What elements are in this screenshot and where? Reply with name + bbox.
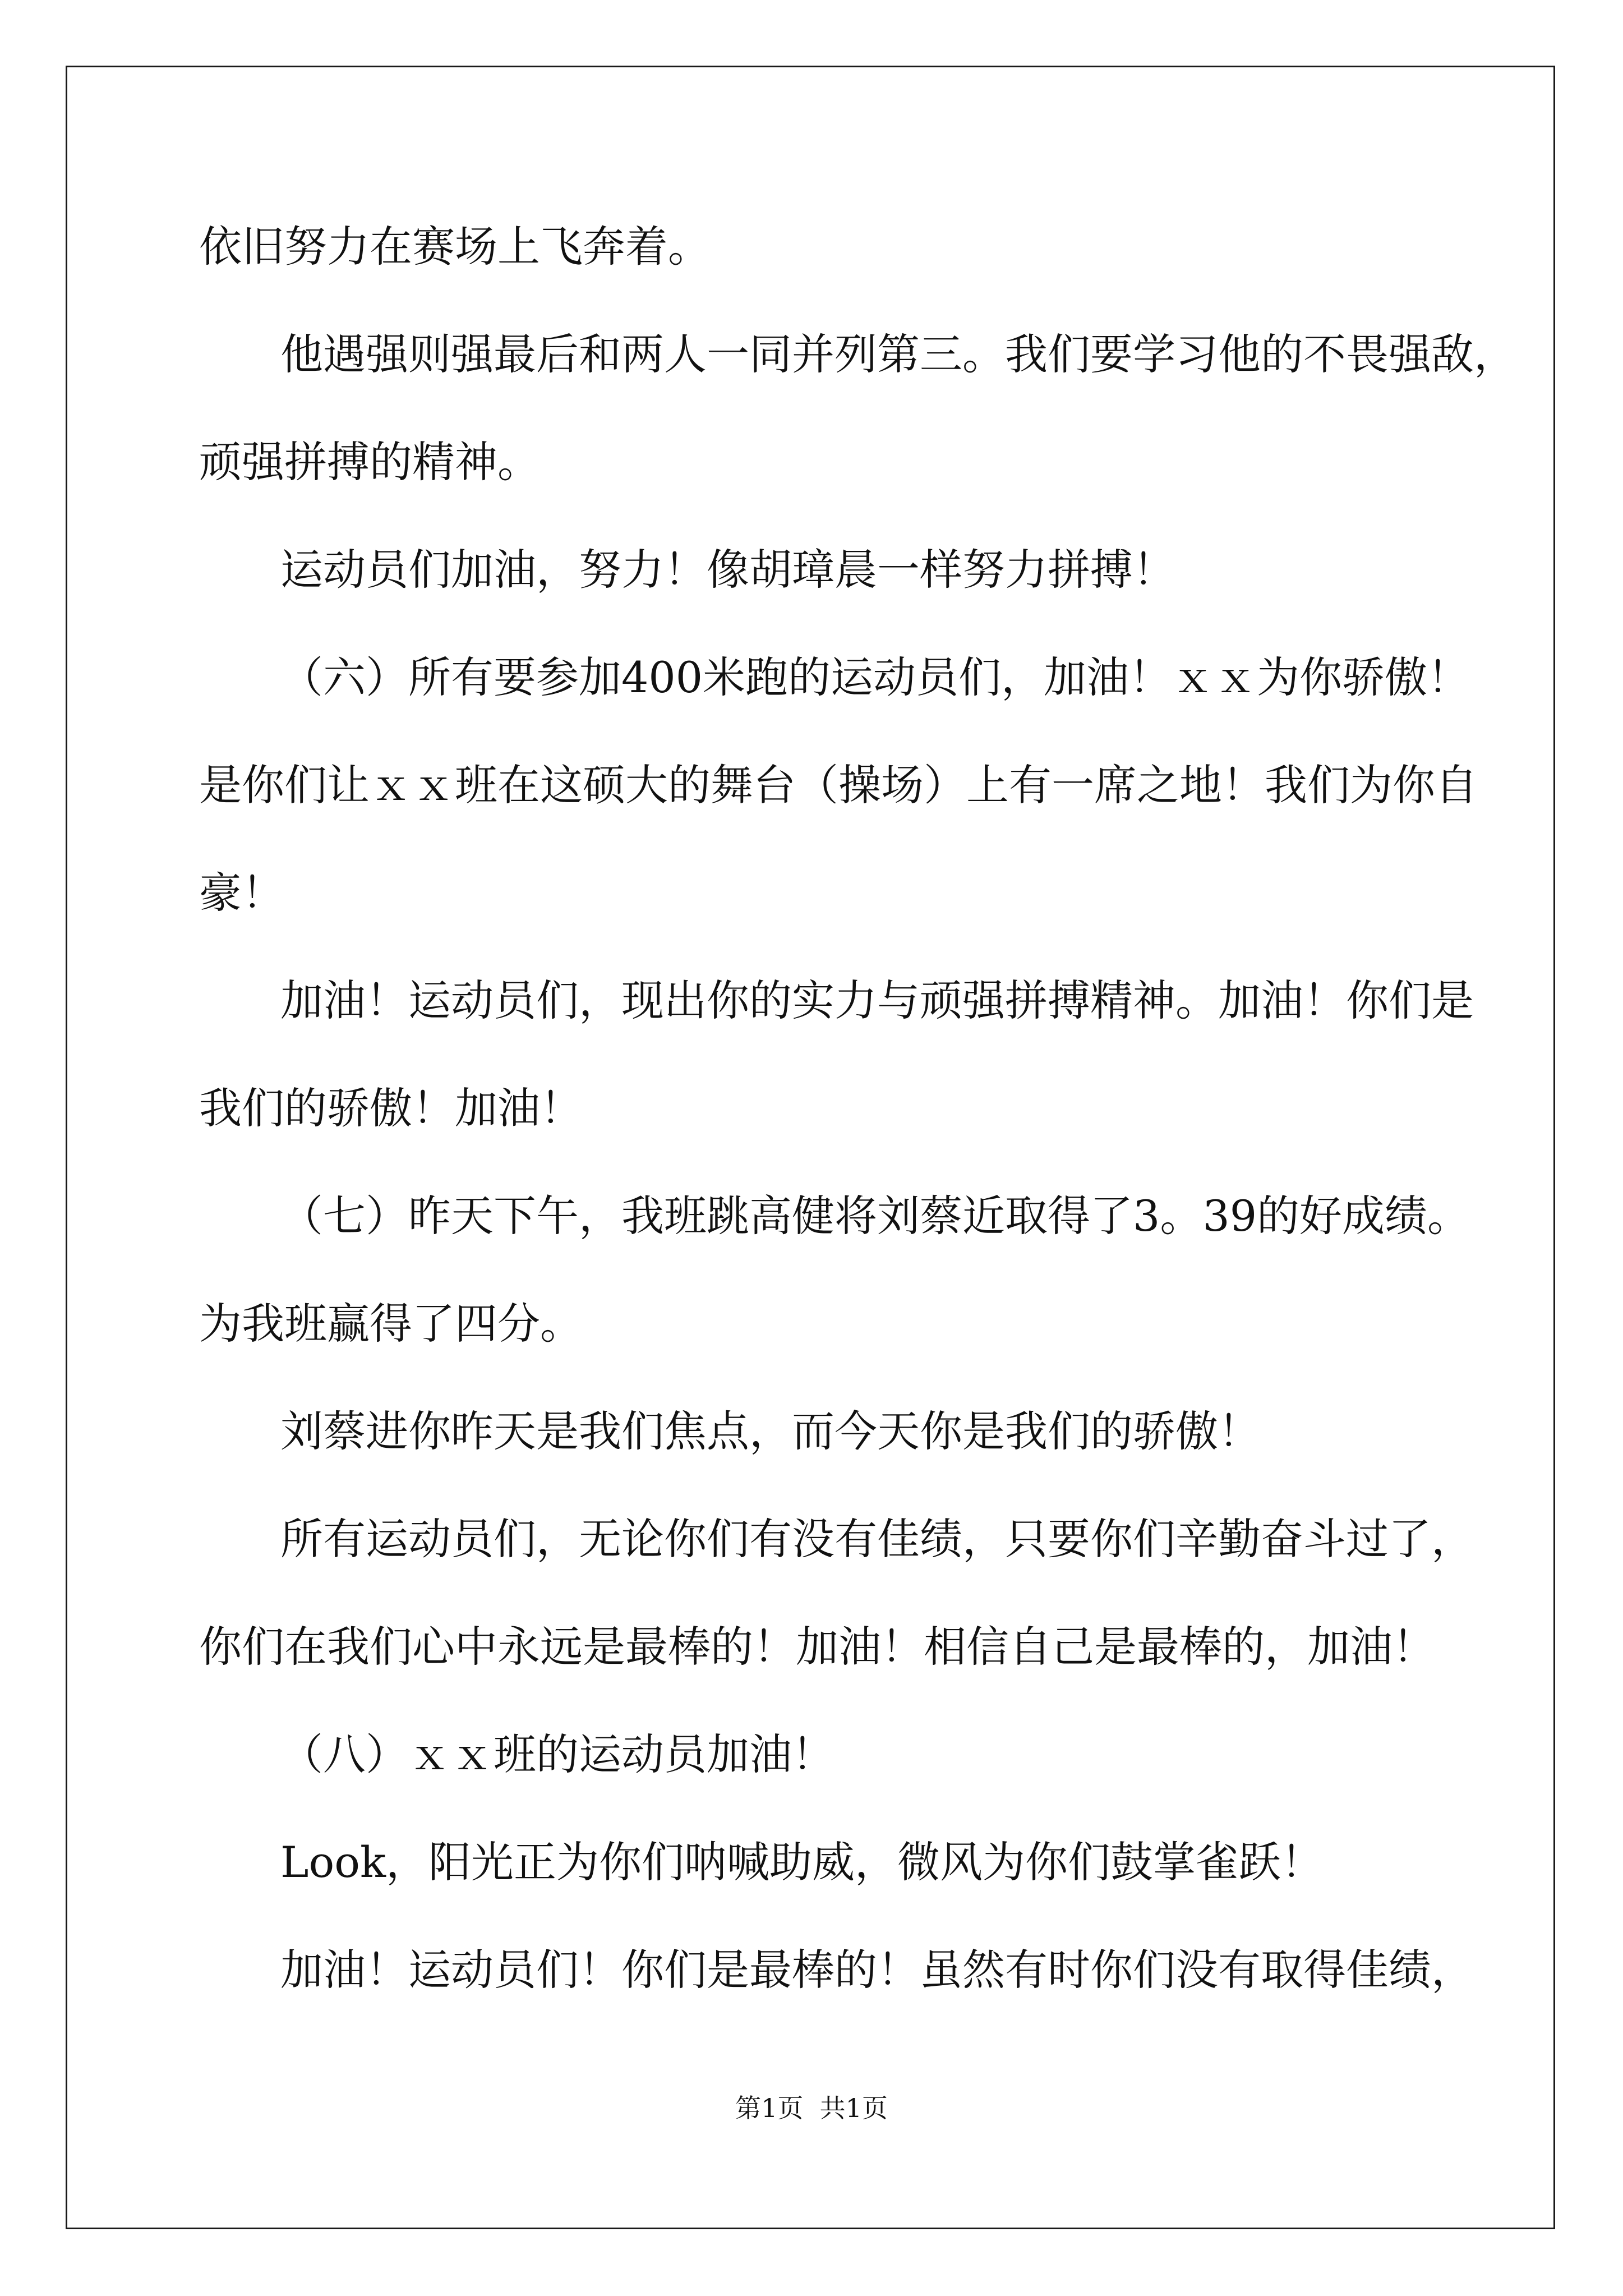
body-line: 我们的骄傲！加油！	[199, 1083, 583, 1133]
body-line: 刘蔡进你昨天是我们焦点，而今天你是我们的骄傲！	[280, 1406, 1261, 1456]
body-line: 他遇强则强最后和两人一同并列第三。我们要学习他的不畏强敌，	[280, 329, 1516, 379]
body-line: （六）所有要参加400米跑的运动员们，加油！ｘｘ为你骄傲！	[280, 652, 1470, 702]
body-line: 顽强拼搏的精神。	[199, 437, 540, 487]
body-line: 加油！运动员们，现出你的实力与顽强拼搏精神。加油！你们是	[280, 976, 1474, 1025]
body-line: Look，阳光正为你们呐喊助威，微风为你们鼓掌雀跃！	[280, 1837, 1324, 1887]
body-line: 所有运动员们，无论你们有没有佳绩，只要你们辛勤奋斗过了，	[280, 1514, 1474, 1564]
body-line: （七）昨天下午，我班跳高健将刘蔡近取得了3。39的好成绩。	[280, 1191, 1470, 1241]
body-line: 依旧努力在赛场上飞奔着。	[199, 222, 711, 272]
body-line: 运动员们加油，努力！像胡璋晨一样努力拼搏！	[280, 545, 1175, 595]
body-line: 加油！运动员们！你们是最棒的！虽然有时你们没有取得佳绩，	[280, 1945, 1474, 1995]
body-line: 是你们让ｘｘ班在这硕大的舞台（操场）上有一席之地！我们为你自	[199, 760, 1478, 810]
body-line: 你们在我们心中永远是最棒的！加油！相信自己是最棒的，加油！	[199, 1622, 1435, 1672]
page-footer: 第1页 共1页	[735, 2093, 888, 2123]
page-border	[66, 66, 1555, 2229]
body-line: 豪！	[199, 868, 284, 918]
body-line: （八）ｘｘ班的运动员加油！	[280, 1729, 834, 1779]
body-line: 为我班赢得了四分。	[199, 1299, 583, 1349]
